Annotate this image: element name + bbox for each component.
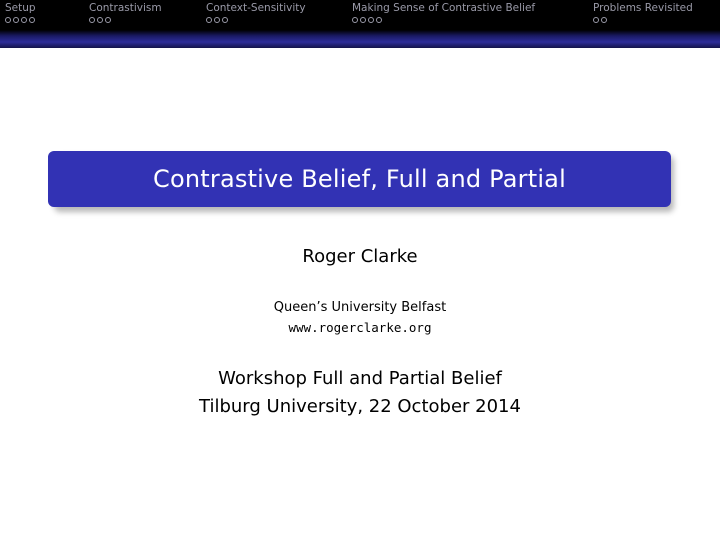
nav-section-contrastivism[interactable]: [89, 2, 162, 14]
nav-dots: [206, 17, 228, 23]
event-place-date: Tilburg University, 22 October 2014: [199, 396, 521, 417]
nav-dot[interactable]: [105, 17, 111, 23]
nav-dot[interactable]: [368, 17, 374, 23]
nav-dot[interactable]: [29, 17, 35, 23]
nav-dots: [5, 17, 35, 23]
nav-dot[interactable]: [97, 17, 103, 23]
navigation-bar: [0, 0, 720, 48]
nav-dot[interactable]: [360, 17, 366, 23]
nav-section-problems-revisited[interactable]: [593, 2, 693, 14]
nav-dot[interactable]: [13, 17, 19, 23]
nav-dot[interactable]: [214, 17, 220, 23]
title-box: [48, 151, 671, 207]
nav-dot[interactable]: [222, 17, 228, 23]
nav-dot[interactable]: [206, 17, 212, 23]
nav-dot[interactable]: [376, 17, 382, 23]
nav-dot[interactable]: [5, 17, 11, 23]
nav-section-making-sense[interactable]: [352, 2, 535, 14]
nav-dots: [352, 17, 382, 23]
author-name: Roger Clarke: [302, 246, 418, 267]
nav-dots: [89, 17, 111, 23]
website-url: www.rogerclarke.org: [288, 320, 432, 335]
nav-section-label[interactable]: Setup: [5, 2, 36, 14]
institution: Queen’s University Belfast: [273, 300, 447, 315]
nav-section-context-sensitivity[interactable]: [206, 2, 306, 14]
nav-section-label[interactable]: Contrastivism: [89, 2, 162, 14]
nav-dot[interactable]: [601, 17, 607, 23]
nav-dot[interactable]: [593, 17, 599, 23]
event-name: Workshop Full and Partial Belief: [218, 368, 502, 389]
nav-section-label[interactable]: Making Sense of Contrastive Belief: [352, 2, 536, 14]
nav-dot[interactable]: [352, 17, 358, 23]
nav-section-label[interactable]: Problems Revisited: [593, 2, 693, 14]
nav-dots: [593, 17, 607, 23]
nav-section-label[interactable]: Context-Sensitivity: [206, 2, 306, 14]
presentation-title: Contrastive Belief, Full and Partial: [153, 165, 566, 193]
nav-dot[interactable]: [21, 17, 27, 23]
nav-sections: [0, 0, 720, 30]
nav-dot[interactable]: [89, 17, 95, 23]
nav-section-setup[interactable]: [5, 2, 36, 14]
